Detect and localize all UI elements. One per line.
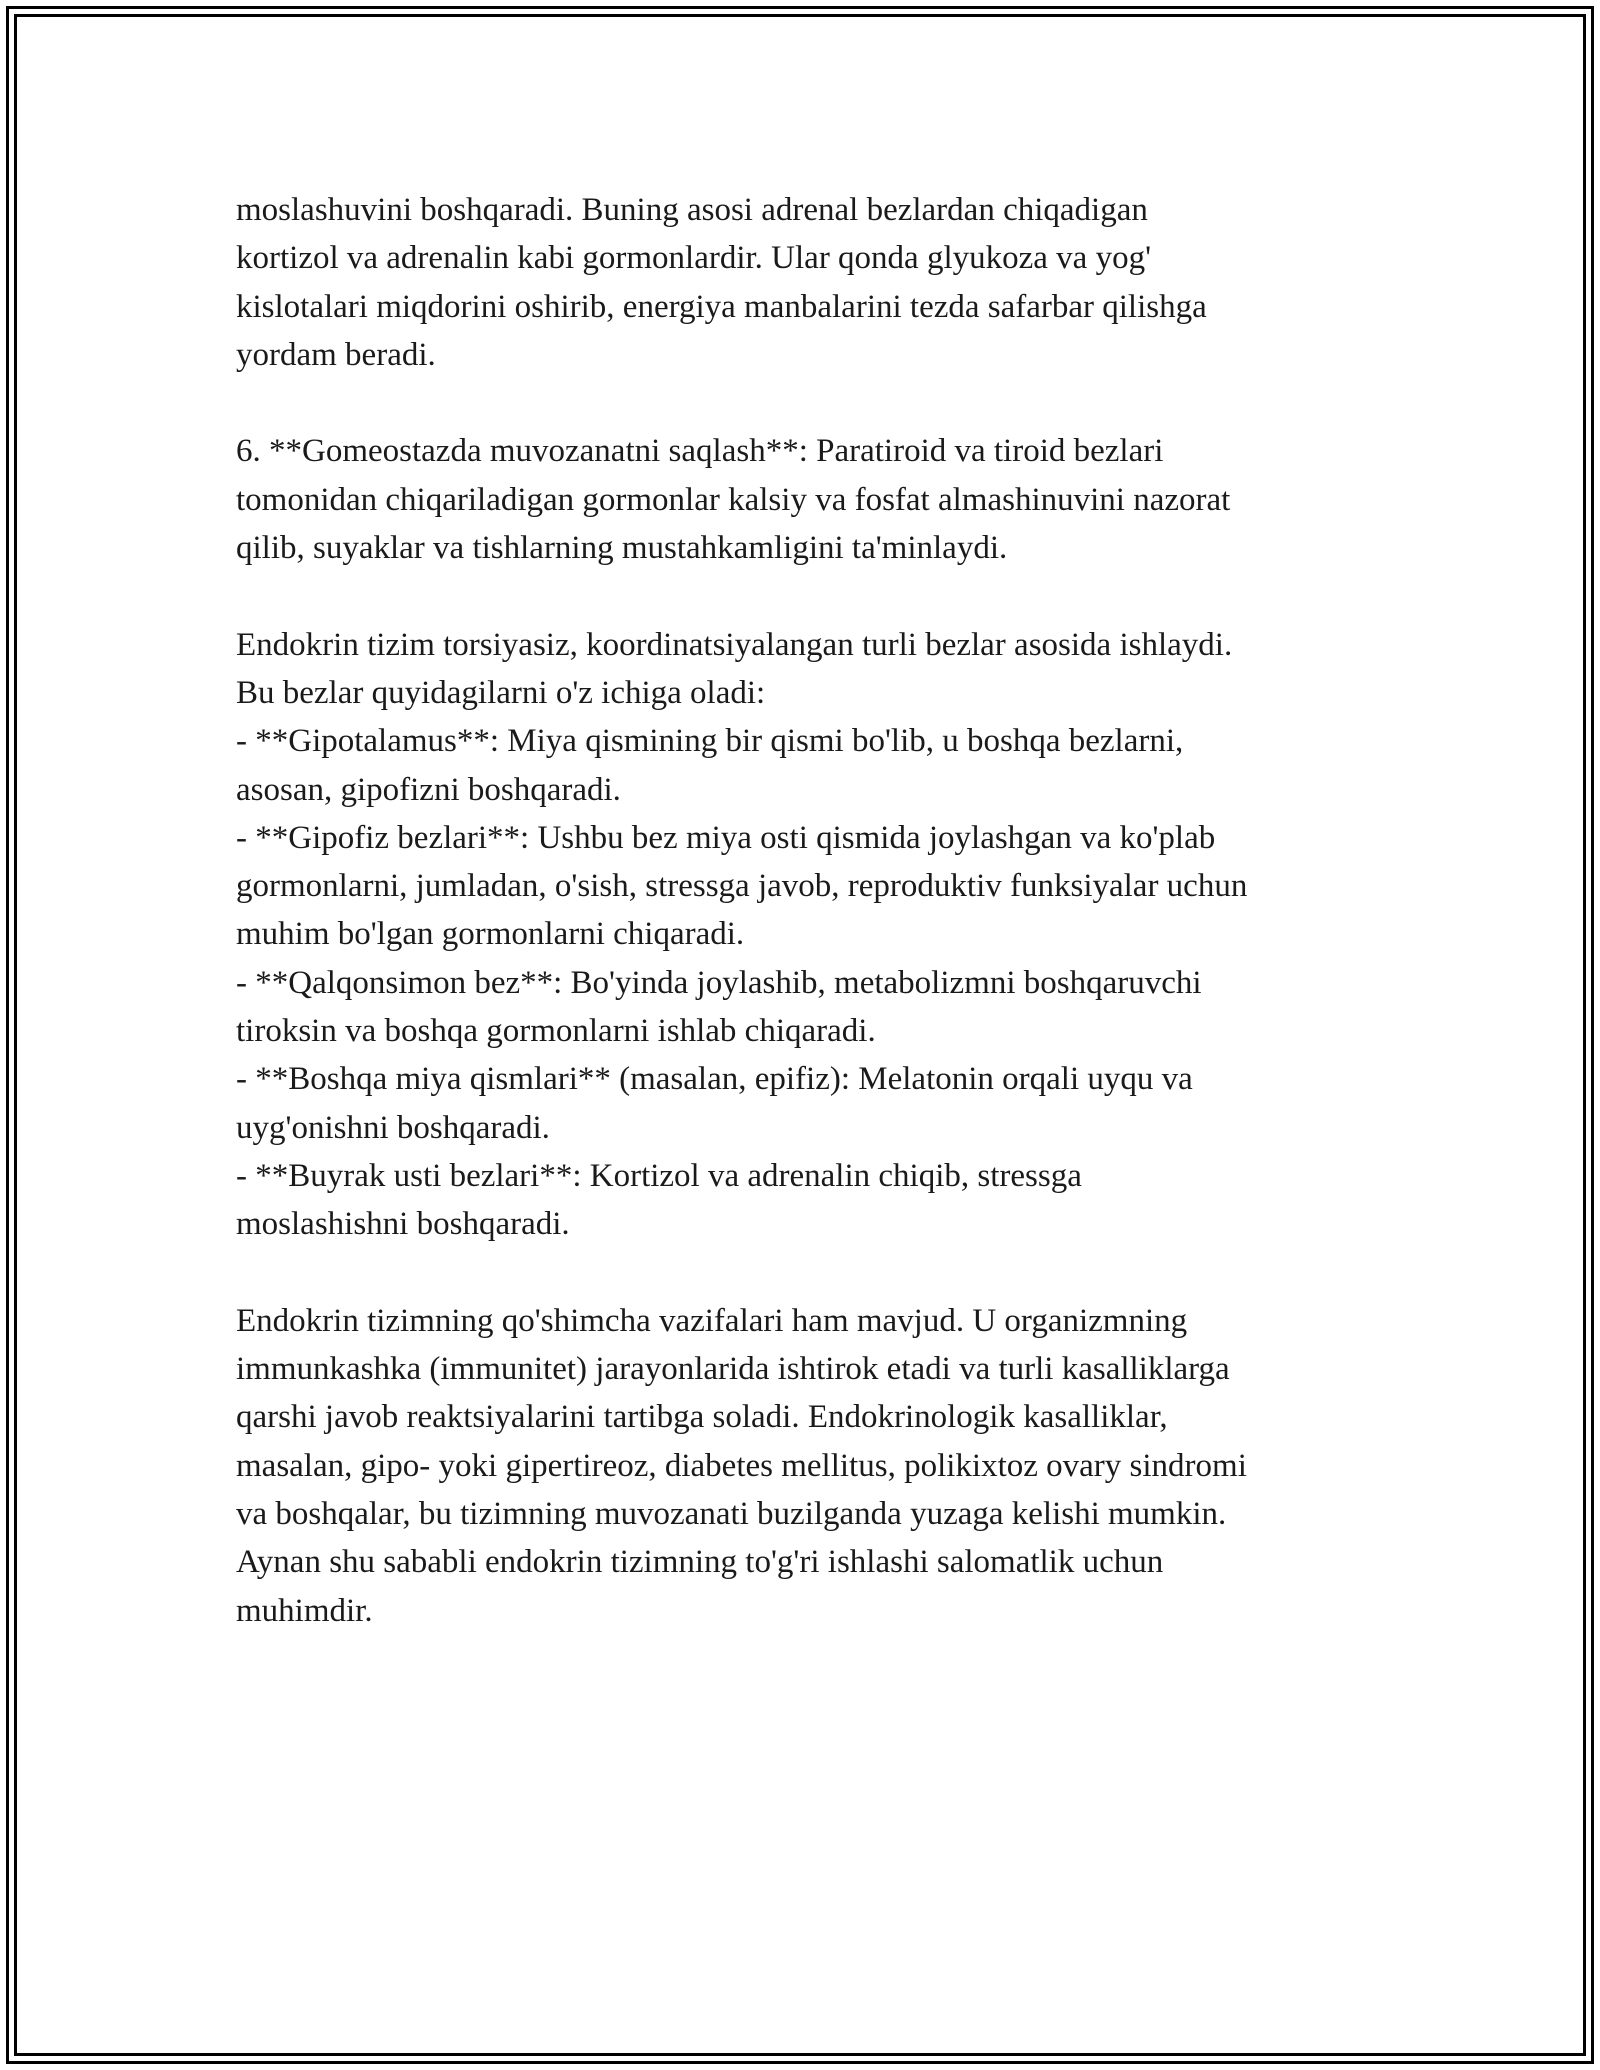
- text-line: asosan, gipofizni boshqaradi.: [236, 771, 621, 808]
- text-line: muhim bo'lgan gormonlarni chiqaradi.: [236, 916, 745, 953]
- list-item: - **Buyrak usti bezlari**: Kortizol va adrenalin chiqib, stressga: [236, 1157, 1082, 1194]
- paragraph-4: [236, 1297, 1386, 1635]
- text-line: gormonlarni, jumladan, o'sish, stressga javob, reproduktiv funksiyalar uchun: [236, 868, 1248, 905]
- paragraph-3: [236, 621, 1386, 1249]
- paragraph-1: [236, 186, 1386, 379]
- text-line: yordam beradi.: [236, 336, 436, 373]
- text-line: muhimdir.: [236, 1592, 373, 1629]
- text-line: Endokrin tizim torsiyasiz, koordinatsiyalangan turli bezlar asosida ishlaydi.: [236, 626, 1233, 663]
- text-line: kislotalari miqdorini oshirib, energiya manbalarini tezda safarbar qilishga: [236, 288, 1207, 325]
- text-line: Aynan shu sababli endokrin tizimning to'g'ri ishlashi salomatlik uchun: [236, 1544, 1164, 1581]
- document-text: [236, 186, 1386, 1635]
- text-line: masalan, gipo- yoki gipertireoz, diabetes mellitus, polikixtoz ovary sindromi: [236, 1447, 1247, 1484]
- paragraph-gap: [236, 379, 1386, 427]
- text-line: 6. **Gomeostazda muvozanatni saqlash**: Paratiroid va tiroid bezlari: [236, 433, 1164, 470]
- paragraph-gap: [236, 572, 1386, 620]
- text-line: uyg'onishni boshqaradi.: [236, 1109, 550, 1146]
- text-line: moslashuvini boshqaradi. Buning asosi adrenal bezlardan chiqadigan: [236, 192, 1148, 228]
- list-item: - **Gipofiz bezlari**: Ushbu bez miya osti qismida joylashgan va ko'plab: [236, 819, 1216, 856]
- paragraph-2: [236, 427, 1386, 572]
- list-item: - **Boshqa miya qismlari** (masalan, epifiz): Melatonin orqali uyqu va: [236, 1061, 1193, 1098]
- text-line: tiroksin va boshqa gormonlarni ishlab chiqaradi.: [236, 1013, 876, 1050]
- list-item: - **Qalqonsimon bez**: Bo'yinda joylashib, metabolizmni boshqaruvchi: [236, 964, 1202, 1001]
- text-line: va boshqalar, bu tizimning muvozanati buzilganda yuzaga kelishi mumkin.: [236, 1496, 1227, 1533]
- text-line: Bu bezlar quyidagilarni o'z ichiga oladi:: [236, 674, 766, 711]
- text-line: Endokrin tizimning qo'shimcha vazifalari ham mavjud. U organizmning: [236, 1302, 1188, 1339]
- text-line: tomonidan chiqariladigan gormonlar kalsiy va fosfat almashinuvini nazorat: [236, 481, 1231, 518]
- text-line: moslashishni boshqaradi.: [236, 1206, 570, 1243]
- text-line: immunkashka (immunitet) jarayonlarida ishtirok etadi va turli kasalliklarga: [236, 1351, 1230, 1388]
- text-line: qilib, suyaklar va tishlarning mustahkamligini ta'minlaydi.: [236, 530, 1008, 567]
- text-line: qarshi javob reaktsiyalarini tartibga soladi. Endokrinologik kasalliklar,: [236, 1399, 1168, 1436]
- paragraph-gap: [236, 1249, 1386, 1297]
- text-line: kortizol va adrenalin kabi gormonlardir. Ular qonda glyukoza va yog': [236, 240, 1152, 277]
- list-item: - **Gipotalamus**: Miya qismining bir qismi bo'lib, u boshqa bezlarni,: [236, 723, 1184, 760]
